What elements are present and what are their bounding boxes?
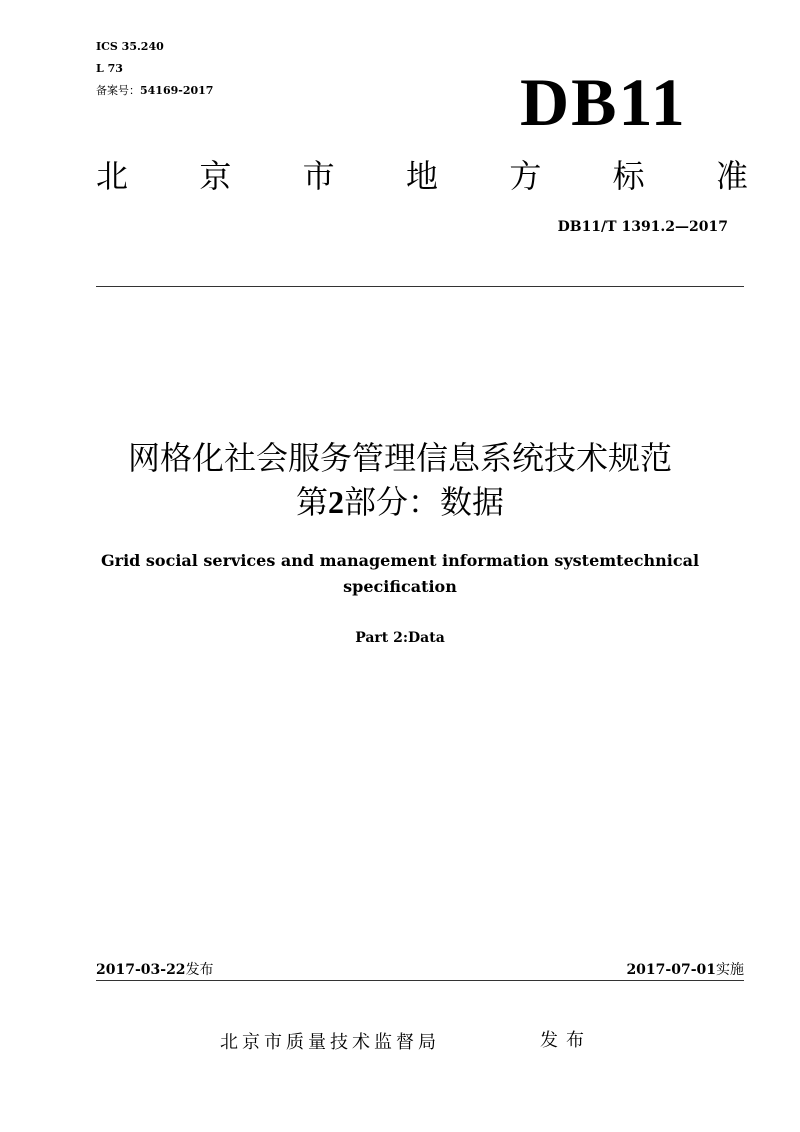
standard-type-char: 京 (199, 157, 232, 195)
record-label: 备案号： (96, 84, 140, 97)
ccs-code: L 73 (96, 62, 123, 75)
implement-label: 实施 (716, 962, 744, 978)
standard-type-char: 地 (405, 157, 438, 195)
part-title-chinese (0, 480, 800, 524)
part-title-english: Part 2:Data (355, 630, 445, 646)
title-chinese: 网格化社会服务管理信息系统技术规范 (127, 439, 672, 477)
issue-date: 2017-03-22 (96, 962, 186, 978)
standard-type-char: 北 (96, 157, 129, 195)
standard-code-logo: DB11 (520, 64, 687, 140)
publish-word: 发布 (540, 1030, 592, 1051)
part-suffix: 部分：数据 (344, 483, 505, 521)
part-prefix: 第 (295, 483, 328, 521)
top-divider (96, 286, 744, 287)
implement-date-line (626, 960, 744, 980)
issue-date-line (96, 960, 214, 980)
standard-type-char: 准 (715, 157, 748, 195)
record-number: 54169-2017 (140, 84, 214, 97)
title-english: Grid social services and management information systemtechnical specification (100, 551, 700, 596)
standard-type-char: 方 (509, 157, 542, 195)
record-number-line (96, 84, 213, 97)
standard-type-char: 标 (612, 157, 645, 195)
standard-type-char: 市 (302, 157, 335, 195)
implement-date: 2017-07-01 (626, 962, 716, 978)
standard-number: DB11/T 1391.2—2017 (557, 219, 728, 235)
ics-code: ICS 35.240 (96, 40, 164, 53)
part-number: 2 (328, 484, 344, 520)
standard-type-heading (96, 156, 748, 200)
bottom-divider (96, 980, 744, 981)
issue-label: 发布 (185, 962, 214, 978)
publisher: 北京市质量技术监督局 (220, 1032, 440, 1053)
